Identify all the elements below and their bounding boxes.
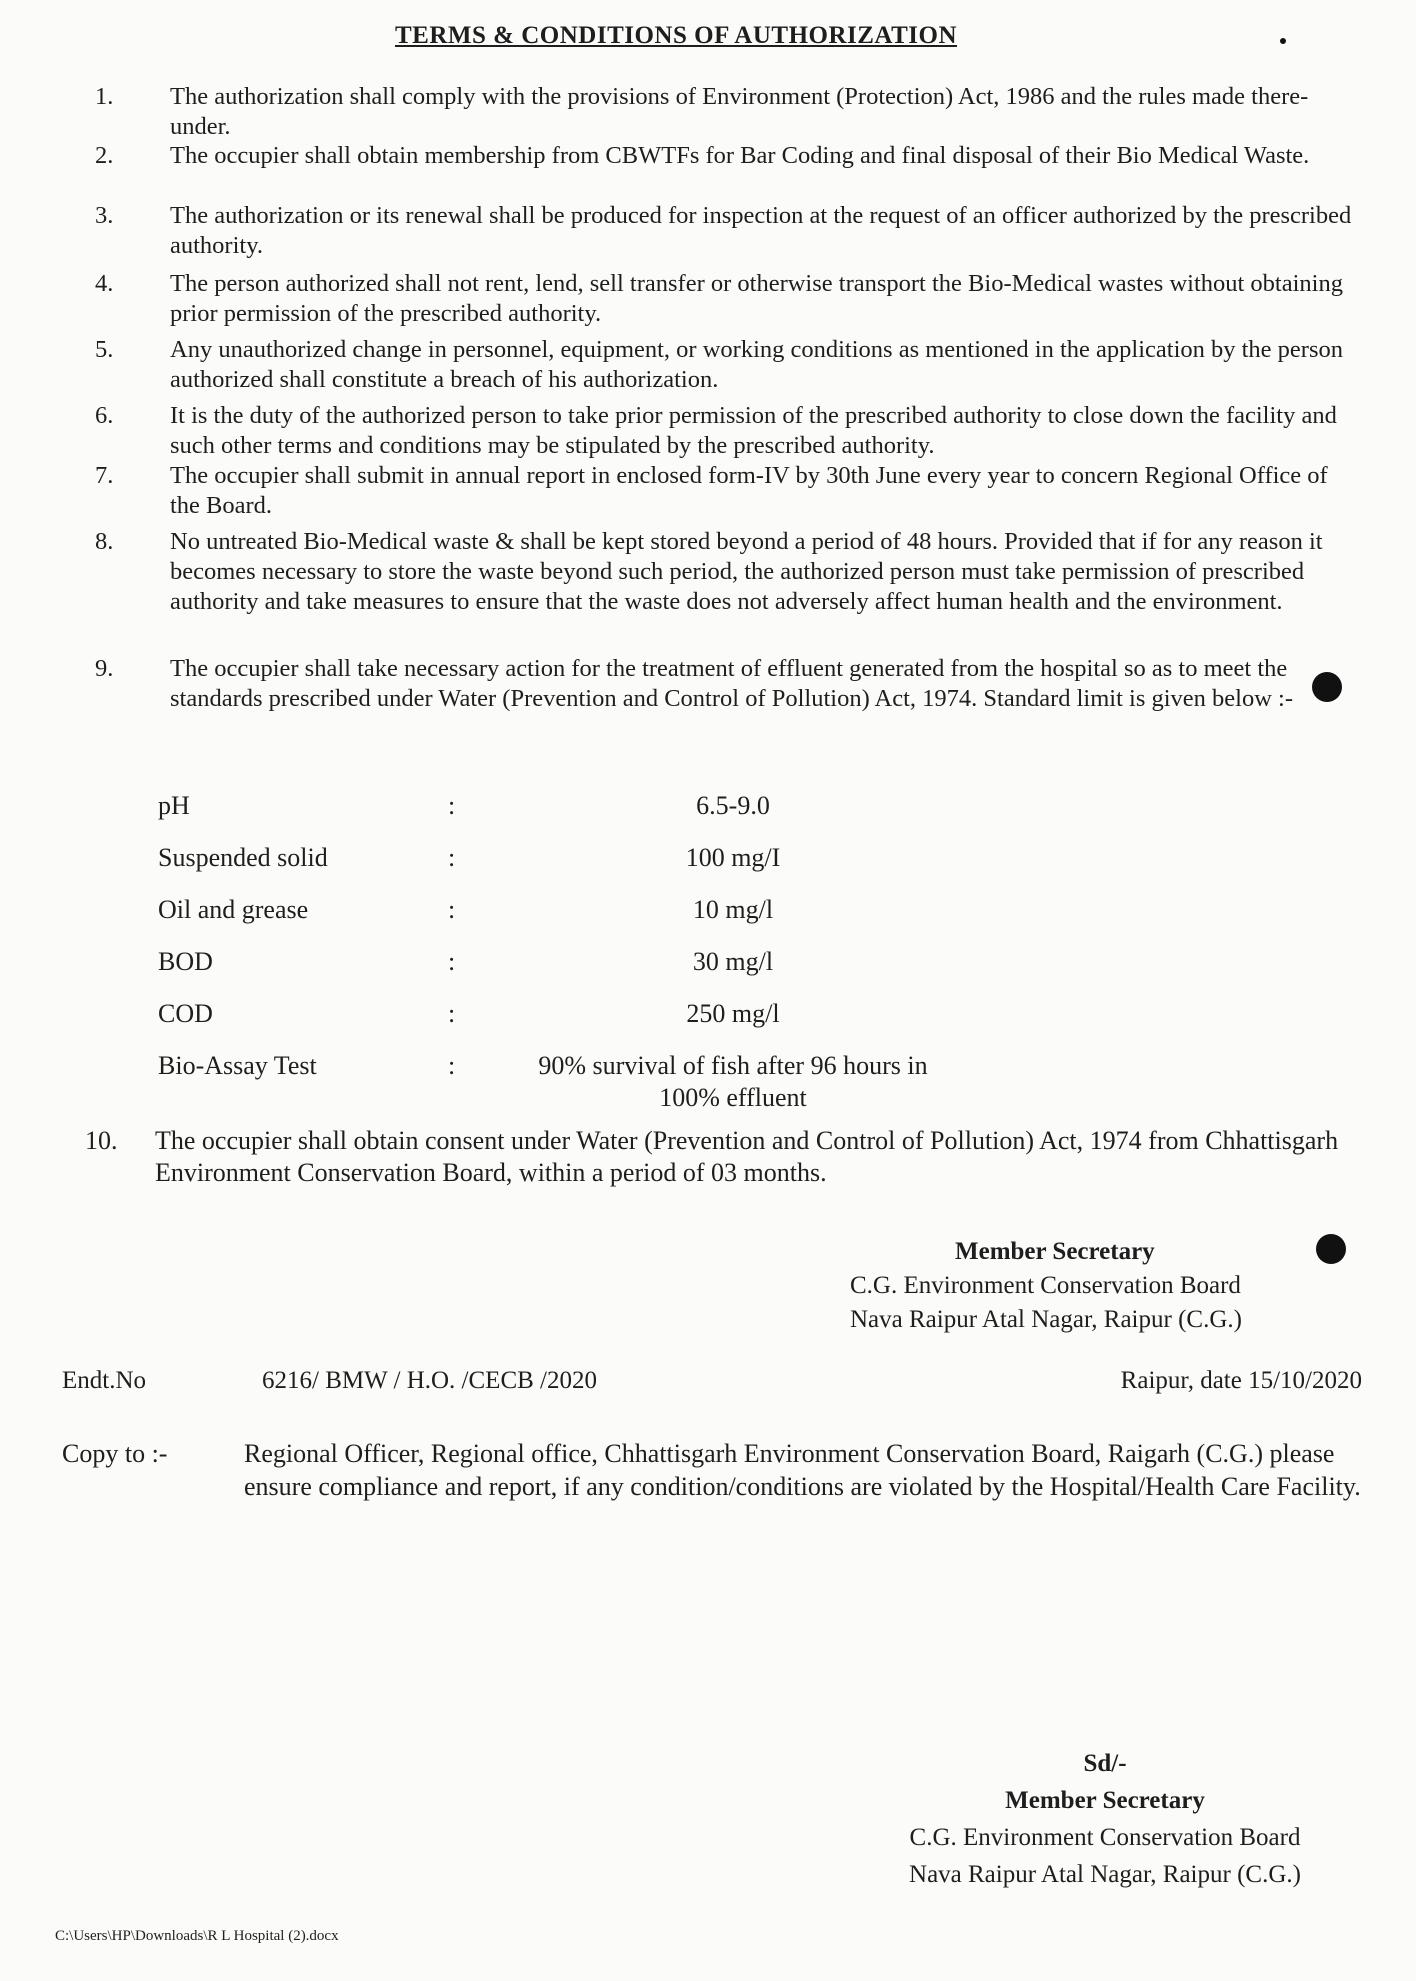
clause-text: The authorization or its renewal shall be produced for inspection at the request of an officer authorized by the prescribed authority. <box>170 202 1352 259</box>
standard-limit: 30 mg/l <box>692 947 774 976</box>
copy-to-label: Copy to :- <box>62 1439 168 1468</box>
endorsement-label: Endt.No <box>62 1367 147 1394</box>
clause-text: The occupier shall take necessary action for the treatment of effluent generated from the hospital so as to meet the standards prescribed under Water (Prevention and Control of Pollution) Act, 1974. Standard limit is given below :- <box>170 655 1294 712</box>
file-path-footer: C:\Users\HP\Downloads\R L Hospital (2).docx <box>55 1928 339 1944</box>
standard-parameter: BOD <box>158 947 213 976</box>
clause-text: No untreated Bio-Medical waste & shall be kept stored beyond a period of 48 hours. Provided that if for any reason it becomes necessary to store the waste beyond such period, the authorized person must take permission of prescribed authority and take measures to ensure that the waste does not adversely affect human health and the environment. <box>170 528 1323 615</box>
clause-text: The occupier shall submit in annual report in enclosed form-IV by 30th June every year to concern Regional Office of the Board. <box>170 462 1328 519</box>
clause-number: 9. <box>95 655 114 682</box>
sd-mark: Sd/- <box>1083 1750 1127 1777</box>
signatory-address: Nava Raipur Atal Nagar, Raipur (C.G.) <box>850 1306 1242 1333</box>
signatory-designation: Member Secretary <box>955 1238 1155 1265</box>
standard-limit: 100 mg/I <box>685 843 781 872</box>
clause-number: 6. <box>95 402 114 429</box>
signatory-designation: Member Secretary <box>1005 1787 1205 1814</box>
standard-parameter: Bio-Assay Test <box>158 1051 317 1080</box>
copy-to-text: Regional Officer, Regional office, Chhattisgarh Environment Conservation Board, Raigarh (C.G.) please ensure compliance and report, if any condition/conditions are violated by the Hospital/Health Care Facility. <box>244 1439 1361 1501</box>
clause-item <box>95 527 1355 654</box>
clause-text: The authorization shall comply with the provisions of Environment (Protection) Act, 1986 and the rules made there-under. <box>170 83 1309 140</box>
standards-row <box>158 842 938 894</box>
standard-limit: 10 mg/l <box>692 895 774 924</box>
scan-speck <box>1280 38 1286 44</box>
standard-separator: : <box>448 947 456 976</box>
standards-row <box>158 946 938 998</box>
clause-number: 4. <box>95 270 114 297</box>
standards-row <box>158 790 938 842</box>
standard-limit: 90% survival of fish after 96 hours in 100% effluent <box>538 1051 928 1112</box>
clause-text: The occupier shall obtain consent under Water (Prevention and Control of Pollution) Act, 1974 from Chhattisgarh Environment Conservation Board, within a period of 03 months. <box>155 1126 1339 1187</box>
clause-item <box>95 461 1355 527</box>
clause-item <box>95 141 1355 201</box>
clause-item <box>95 269 1355 335</box>
clause-number: 3. <box>95 202 114 229</box>
clause-number: 8. <box>95 528 114 555</box>
standard-separator: : <box>448 999 456 1028</box>
standard-separator: : <box>448 843 456 872</box>
clause-number: 5. <box>95 336 114 363</box>
endorsement-date: Raipur, date 15/10/2020 <box>1120 1367 1362 1394</box>
standard-parameter: Oil and grease <box>158 895 309 924</box>
clause-item <box>95 201 1355 269</box>
clause-list <box>95 82 1355 714</box>
clause-text: Any unauthorized change in personnel, equipment, or working conditions as mentioned in the application by the person authorized shall constitute a breach of his authorization. <box>170 336 1343 393</box>
standards-row <box>158 1050 938 1116</box>
standard-parameter: pH <box>158 791 190 820</box>
signatory-address: Nava Raipur Atal Nagar, Raipur (C.G.) <box>909 1861 1301 1888</box>
standard-parameter: COD <box>158 999 213 1028</box>
standards-row <box>158 894 938 946</box>
standard-limit: 250 mg/l <box>686 999 780 1028</box>
clause-item <box>95 335 1355 401</box>
clause-item <box>95 82 1355 141</box>
clause-item <box>85 1125 1365 1189</box>
clause-item <box>95 401 1355 461</box>
standard-separator: : <box>448 895 456 924</box>
copy-to-block <box>62 1437 1372 1503</box>
standards-table <box>158 790 938 1116</box>
clause-number: 1. <box>95 83 114 110</box>
endorsement-line <box>62 1367 1372 1401</box>
signature-block <box>850 1235 1350 1337</box>
standards-row <box>158 998 938 1050</box>
clause-number: 10. <box>85 1126 118 1155</box>
signatory-organization: C.G. Environment Conservation Board <box>909 1824 1301 1851</box>
standard-limit: 6.5-9.0 <box>696 791 770 820</box>
clause-number: 7. <box>95 462 114 489</box>
endorsement-number: 6216/ BMW / H.O. /CECB /2020 <box>262 1367 597 1394</box>
clause-number: 2. <box>95 142 114 169</box>
clause-text: The occupier shall obtain membership from CBWTFs for Bar Coding and final disposal of their Bio Medical Waste. <box>170 142 1310 169</box>
standard-separator: : <box>448 1051 456 1080</box>
document-title: TERMS & CONDITIONS OF AUTHORIZATION <box>395 22 958 49</box>
punch-hole-mark <box>1316 1234 1346 1264</box>
clause-text: The person authorized shall not rent, lend, sell transfer or otherwise transport the Bio-Medical wastes without obtaining prior permission of the prescribed authority. <box>170 270 1343 327</box>
punch-hole-mark <box>1312 672 1342 702</box>
standard-parameter: Suspended solid <box>158 843 328 872</box>
signatory-organization: C.G. Environment Conservation Board <box>850 1272 1241 1299</box>
standard-separator: : <box>448 791 456 820</box>
final-signature-block <box>855 1745 1355 1893</box>
clause-text: It is the duty of the authorized person to take prior permission of the prescribed authority to close down the facility and such other terms and conditions may be stipulated by the prescribed authority. <box>170 402 1337 459</box>
clause-item <box>95 654 1355 714</box>
